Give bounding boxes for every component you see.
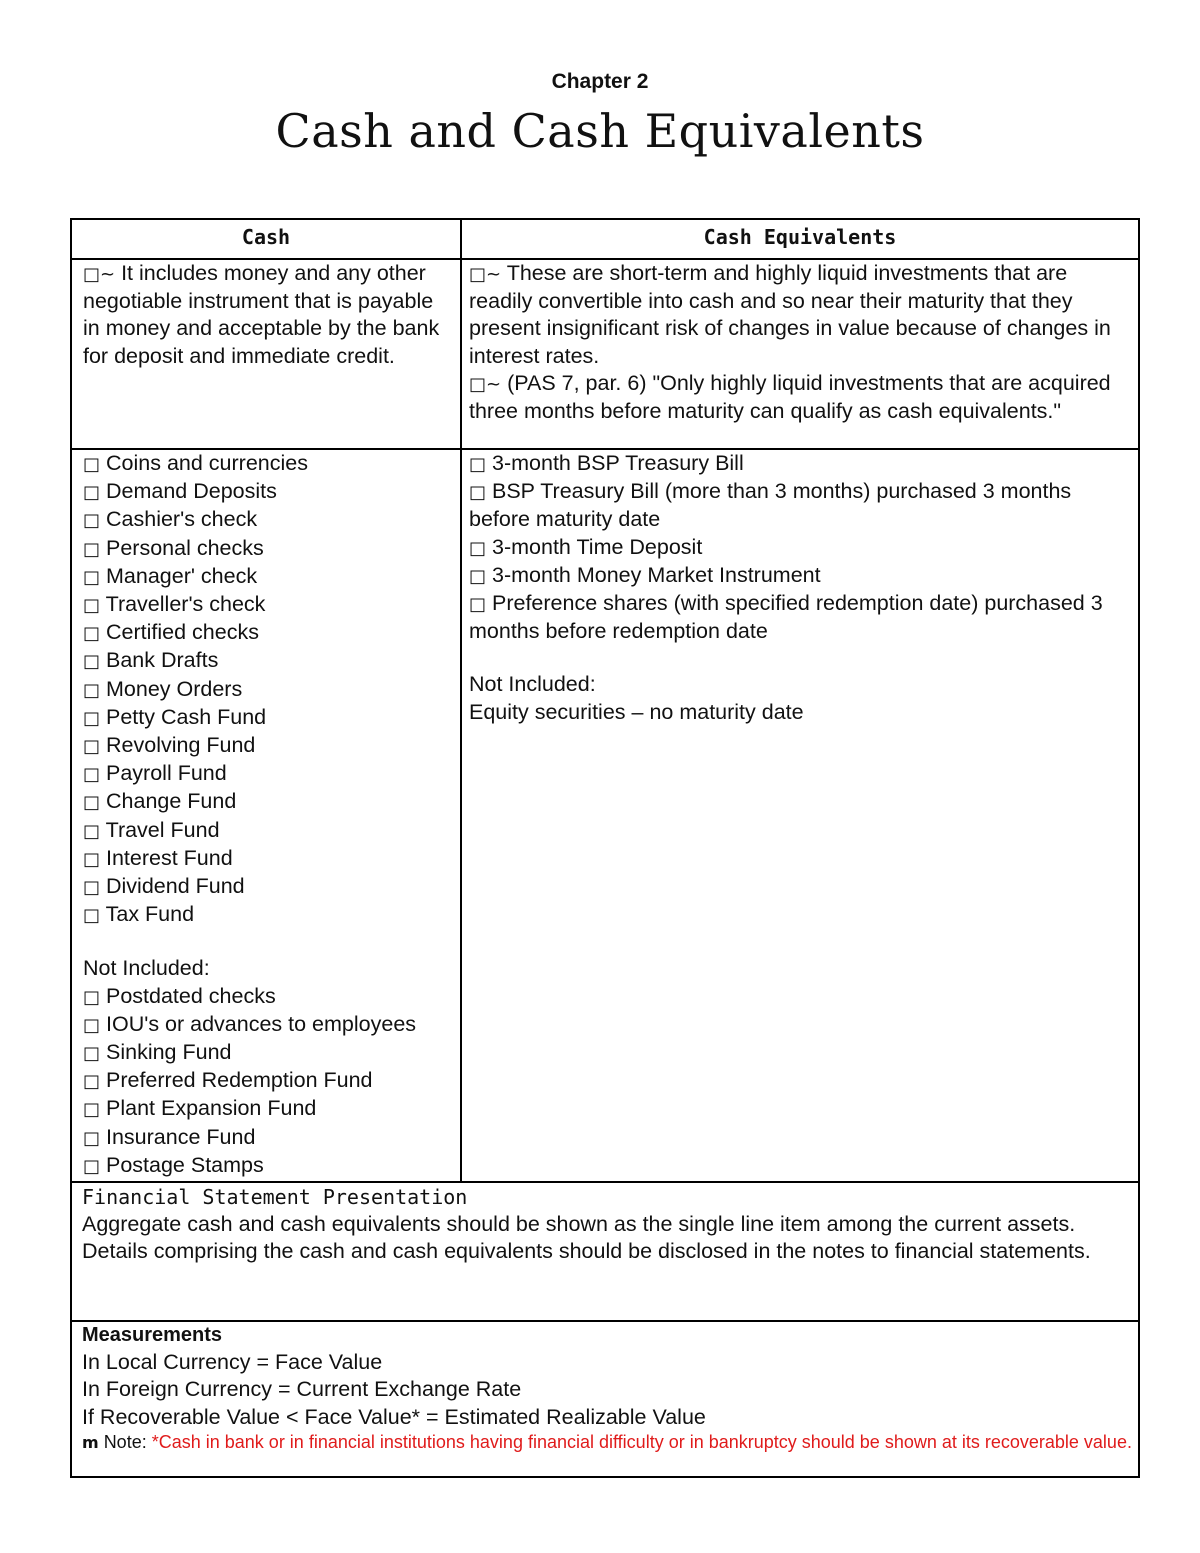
checkbox-icon: □ — [83, 454, 101, 475]
measurement-line: In Local Currency = Face Value — [82, 1350, 383, 1375]
list-item: □ 3-month Money Market Instrument — [469, 562, 821, 587]
chapter-label: Chapter 2 — [551, 70, 649, 93]
cash-equivalents-items — [469, 450, 1135, 726]
list-item: □ Sinking Fund — [83, 1040, 232, 1065]
checkbox-icon: □ — [83, 1014, 101, 1036]
list-item: □ Preferred Redemption Fund — [83, 1068, 373, 1093]
list-item: □ Demand Deposits — [83, 479, 277, 504]
list-item: □ 3-month BSP Treasury Bill — [469, 451, 744, 475]
checkbox-icon: □ — [83, 848, 101, 870]
checkbox-icon: □ — [469, 594, 487, 616]
checkbox-icon: □ — [83, 1043, 101, 1065]
checkbox-icon: □ — [469, 537, 487, 559]
cash-definition — [83, 260, 455, 370]
checkbox-icon: □ — [83, 651, 101, 673]
list-item: □ BSP Treasury Bill (more than 3 months) purchased 3 months before maturity date — [469, 479, 1072, 532]
list-item: □ IOU's or advances to employees — [83, 1011, 417, 1036]
list-item: □ Preference shares (with specified redemption date) purchased 3 months before redemption date — [469, 591, 1103, 644]
checkbox-icon: □ — [469, 565, 487, 587]
note-text: *Cash in bank or in financial institutions having financial difficulty or in bankruptcy should be shown at its recoverable value. — [151, 1431, 1132, 1452]
tilde-bullet-icon: □~ — [469, 373, 502, 395]
not-included-item: Equity securities – no maturity date — [469, 699, 804, 724]
list-item: □ Petty Cash Fund — [83, 704, 267, 729]
tilde-bullet-icon: □~ — [83, 264, 116, 285]
column-divider — [460, 220, 462, 1181]
list-item: □ Tax Fund — [83, 902, 195, 927]
list-item: □ 3-month Time Deposit — [469, 534, 703, 559]
checkbox-icon: □ — [83, 1127, 101, 1149]
list-item: □ Manager' check — [83, 563, 258, 588]
list-item: □ Travel Fund — [83, 817, 220, 842]
checkbox-icon: □ — [83, 764, 101, 786]
checkbox-icon: □ — [83, 736, 101, 758]
checkbox-icon: □ — [83, 679, 101, 701]
checkbox-icon: □ — [469, 454, 487, 475]
measurement-note — [82, 1431, 1132, 1454]
list-item: □ Dividend Fund — [83, 874, 245, 899]
list-item: □ Postage Stamps — [83, 1152, 264, 1177]
cash-equivalents-column-header: Cash Equivalents — [703, 225, 897, 249]
presentation-heading: Financial Statement Presentation — [82, 1185, 468, 1209]
checkbox-icon: □ — [469, 482, 487, 504]
page-title: Cash and Cash Equivalents — [275, 104, 925, 158]
checkbox-icon: □ — [83, 595, 101, 617]
cash-equivalents-definition — [469, 260, 1135, 425]
checkbox-icon: □ — [83, 482, 101, 504]
checkbox-icon: □ — [83, 792, 101, 814]
not-included-label: Not Included: — [83, 956, 210, 981]
checkbox-icon: □ — [83, 820, 101, 842]
list-item: □ Insurance Fund — [83, 1124, 256, 1149]
note-label: Note: — [103, 1431, 147, 1452]
list-item: □ Interest Fund — [83, 845, 233, 870]
list-item: □ Bank Drafts — [83, 648, 219, 673]
cash-definition-text: It includes money and any other negotiable instrument that is payable in money and acceptable by the bank for deposit and immediate credit. — [83, 261, 440, 368]
presentation-text: Aggregate cash and cash equivalents should be shown as the single line item among the current assets. Details comprising the cash and cash equivalents should be disclosed in the notes to financial statements. — [82, 1212, 1091, 1264]
tilde-bullet-icon: □~ — [469, 264, 502, 285]
list-item: □ Traveller's check — [83, 592, 266, 617]
cash-table — [70, 218, 1140, 1478]
checkbox-icon: □ — [83, 707, 101, 729]
checkbox-icon: □ — [83, 877, 101, 899]
checkbox-icon: □ — [83, 1099, 101, 1121]
note-icon: m — [82, 1432, 99, 1452]
checkbox-icon: □ — [83, 986, 101, 1008]
list-item: □ Change Fund — [83, 789, 237, 814]
definition-paragraph — [469, 260, 1135, 370]
measurements-section — [82, 1322, 1132, 1454]
list-item: □ Cashier's check — [83, 507, 258, 532]
cash-items — [83, 450, 455, 1180]
checkbox-icon: □ — [83, 1071, 101, 1093]
list-item: □ Personal checks — [83, 535, 264, 560]
checkbox-icon: □ — [83, 566, 101, 588]
checkbox-icon: □ — [83, 905, 101, 927]
checkbox-icon: □ — [83, 538, 101, 560]
measurements-heading: Measurements — [82, 1324, 223, 1346]
list-item: □ Revolving Fund — [83, 733, 256, 758]
list-item: □ Coins and currencies — [83, 451, 308, 475]
cash-column-header: Cash — [241, 225, 291, 249]
checkbox-icon: □ — [83, 1155, 101, 1177]
checkbox-icon: □ — [83, 510, 101, 532]
measurement-line: If Recoverable Value < Face Value* = Estimated Realizable Value — [82, 1404, 706, 1429]
list-item: □ Plant Expansion Fund — [83, 1096, 317, 1121]
list-item: □ Certified checks — [83, 620, 259, 645]
definition-text: These are short-term and highly liquid investments that are readily convertible into cash and so near their maturity that they present insignificant risk of changes in value because of changes in interest rates. — [469, 261, 1111, 368]
list-item: □ Postdated checks — [83, 983, 276, 1008]
checkbox-icon: □ — [83, 623, 101, 645]
not-included-label: Not Included: — [469, 672, 596, 697]
definition-text: (PAS 7, par. 6) "Only highly liquid investments that are acquired three months before maturity can qualify as cash equivalents." — [469, 370, 1111, 424]
presentation-section — [82, 1183, 1132, 1265]
measurement-line: In Foreign Currency = Current Exchange Rate — [82, 1377, 522, 1402]
list-item: □ Money Orders — [83, 676, 243, 701]
definition-paragraph — [469, 370, 1135, 425]
list-item: □ Payroll Fund — [83, 761, 227, 786]
